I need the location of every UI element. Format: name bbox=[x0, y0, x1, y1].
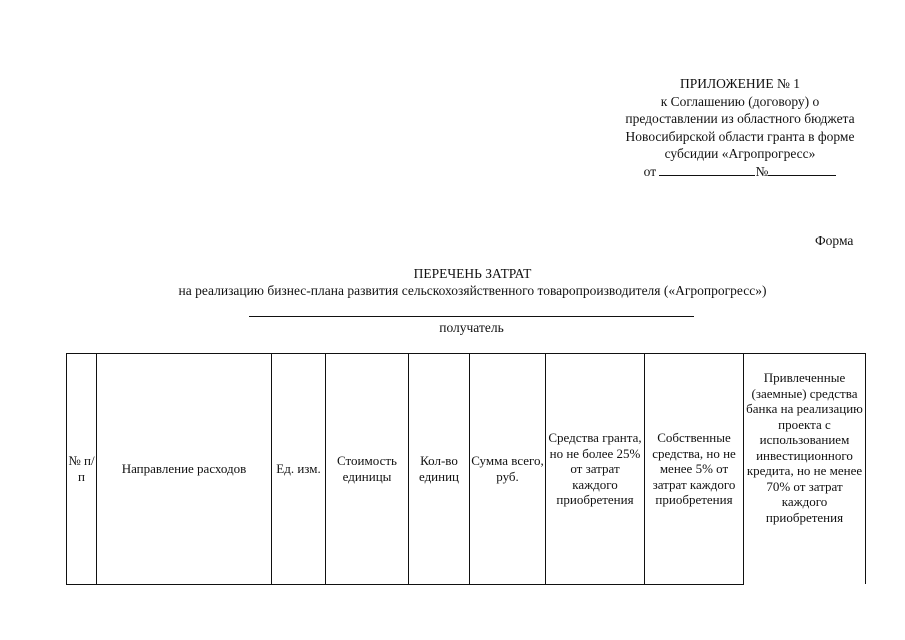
header-own-funds: Собственные средства, но не менее 5% от затрат каждого приобретения bbox=[645, 354, 744, 585]
appendix-line-2: к Соглашению (договору) о bbox=[660, 93, 820, 109]
title-heading: ПЕРЕЧЕНЬ ЗАТРАТ bbox=[413, 266, 532, 281]
header-unit: Ед. изм. bbox=[272, 354, 326, 585]
appendix-title: ПРИЛОЖЕНИЕ № 1 bbox=[679, 76, 801, 91]
appendix-line-5: субсидии «Агропрогресс» bbox=[664, 146, 816, 161]
header-direction: Направление расходов bbox=[97, 354, 272, 585]
title-subheading: на реализацию бизнес-плана развития сельскохозяйственного товаропроизводителя («Агропрогресс») bbox=[178, 283, 767, 298]
number-sign: № bbox=[755, 163, 769, 179]
header-grant: Средства гранта, но не более 25% от затрат каждого приобретения bbox=[546, 354, 645, 585]
document-title bbox=[0, 265, 905, 299]
date-prefix: от bbox=[643, 163, 657, 179]
costs-table bbox=[66, 353, 866, 585]
date-blank bbox=[659, 164, 755, 176]
table-header-row bbox=[67, 354, 866, 585]
number-blank bbox=[768, 164, 836, 176]
appendix-date-line bbox=[600, 163, 880, 181]
header-total: Сумма всего, руб. bbox=[470, 354, 546, 585]
header-unit-cost: Стоимость единицы bbox=[326, 354, 409, 585]
recipient-caption: получатель bbox=[439, 320, 504, 335]
header-quantity: Кол-во единиц bbox=[409, 354, 470, 585]
header-loan-funds: Привлеченные (заемные) средства банка на реализацию проекта с использованием инвестиционного кредита, но не менее 70% от затрат каждого приобретения bbox=[744, 354, 866, 585]
header-num: № п/п bbox=[67, 354, 97, 585]
form-label: Форма bbox=[815, 233, 854, 248]
appendix-line-4: Новосибирской области гранта в форме bbox=[625, 128, 855, 144]
appendix-line-3: предоставлении из областного бюджета bbox=[625, 111, 855, 126]
appendix-header bbox=[600, 75, 880, 180]
recipient-blank-line bbox=[249, 316, 694, 317]
